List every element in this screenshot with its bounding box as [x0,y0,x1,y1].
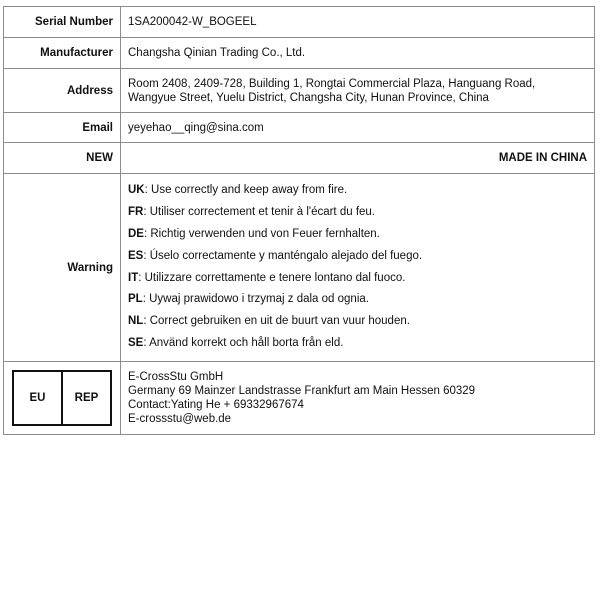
warning-text: : Use correctly and keep away from fire. [144,184,348,197]
warning-label: Warning [4,174,121,362]
warning-text: : Utiliser correctement et tenir à l'écart du feu. [143,206,375,219]
eu-rep-row [4,362,595,435]
warning-text: : Uywaj prawidowo i trzymaj z dala od ognia. [142,293,369,306]
warning-list [128,180,587,354]
warning-text: : Richtig verwenden und von Feuer fernhalten. [143,227,380,240]
warning-code: PL [128,293,143,306]
eu-rep-email: E-crossstu@web.de [128,413,232,425]
warning-code: ES [128,249,144,262]
warning-text: : Úselo correctamente y manténgalo alejado del fuego. [143,249,423,262]
address-line-1: Room 2408, 2409-728, Building 1, Rongtai Commercial Plaza, Hanguang Road, [128,77,536,90]
new-label: NEW [4,143,121,174]
serial-number-value: 1SA200042-W_BOGEEL [121,7,595,38]
eu-rep-badge [12,370,112,426]
email-label: Email [4,113,121,143]
eu-badge-text: EU [14,372,63,424]
warning-item-uk [128,180,587,202]
address-label: Address [4,69,121,113]
new-row [4,143,595,174]
serial-number-row [4,7,595,38]
eu-rep-company: E-CrossStu GmbH [128,371,224,383]
warning-code: DE [128,227,144,240]
manufacturer-value: Changsha Qinian Trading Co., Ltd. [121,38,595,69]
serial-number-label: Serial Number [4,7,121,38]
product-label-table [3,6,595,435]
manufacturer-row [4,38,595,69]
eu-rep-badge-cell [4,362,121,435]
address-row [4,69,595,113]
warning-text: : Utilizzare correttamente e tenere lontano dal fuoco. [138,271,406,284]
made-in-china-value: MADE IN CHINA [121,143,595,174]
warning-code: FR [128,206,144,219]
warning-code: UK [128,184,145,197]
warning-item-es [128,246,587,268]
warning-item-fr [128,202,587,224]
address-line-2: Wangyue Street, Yuelu District, Changsha City, Hunan Province, China [128,91,489,104]
manufacturer-label: Manufacturer [4,38,121,69]
eu-rep-address: Germany 69 Mainzer Landstrasse Frankfurt am Main Hessen 60329 [128,385,476,397]
warning-text: : Correct gebruiken en uit de buurt van vuur houden. [143,315,410,328]
warning-code: SE [128,336,144,349]
eu-rep-contact: Contact:Yating He + 69332967674 [128,399,304,411]
address-value [121,69,595,113]
warning-item-nl [128,311,587,333]
warning-text: : Använd korrekt och håll borta från eld. [143,336,344,349]
eu-rep-details [121,362,595,435]
warning-code: NL [128,315,144,328]
warning-code: IT [128,271,139,284]
warning-item-se [128,333,587,355]
email-value: yeyehao__qing@sina.com [121,113,595,143]
warning-item-pl [128,289,587,311]
email-row [4,113,595,143]
warning-row [4,174,595,362]
warning-value [121,174,595,362]
warning-item-de [128,224,587,246]
warning-item-it [128,268,587,290]
rep-badge-text: REP [74,392,99,404]
